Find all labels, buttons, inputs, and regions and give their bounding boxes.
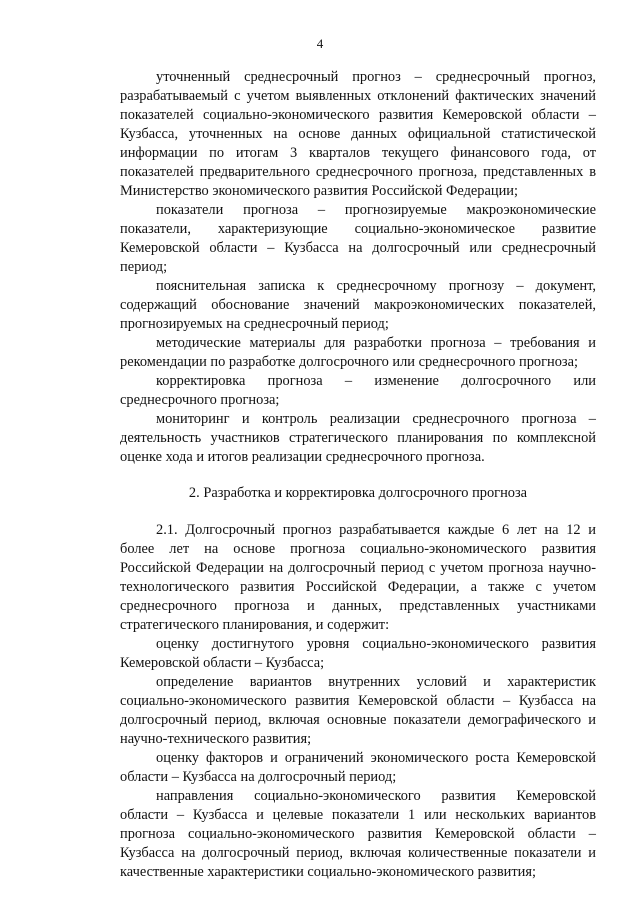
paragraph-assessment-level: оценку достигнутого уровня социально-экономического развития Кемеровской области – Кузбасса; [120,636,596,671]
paragraph-monitoring-control: мониторинг и контроль реализации среднесрочного прогноза – деятельность участников стратегического планирования по комплексной оценке хода и итогов реализации среднесрочного прогноза. [120,411,596,465]
paragraph-forecast-indicators: показатели прогноза – прогнозируемые макроэкономические показатели, характеризующие социально-экономическое развитие Кемеровской области – Кузбасса на долгосрочный или среднесрочный период; [120,202,596,275]
section-heading: 2. Разработка и корректировка долгосрочного прогноза [188,485,528,501]
document-body [120,68,596,882]
paragraph-2-1-long-term-forecast: 2.1. Долгосрочный прогноз разрабатывается каждые 6 лет на 12 и более лет на основе прогноза социально-экономического развития Российской Федерации на долгосрочный период с учетом прогноза научно-технологического развития Российской Федерации, а также с учетом среднесрочного прогноза и данных, представленных участниками стратегического планирования, и содержит: [120,522,596,633]
paragraph-methodical-materials: методические материалы для разработки прогноза – требования и рекомендации по разработке долгосрочного или среднесрочного прогноза; [120,335,596,370]
paragraph-forecast-adjustment: корректировка прогноза – изменение долгосрочного или среднесрочного прогноза; [120,373,596,408]
paragraph-development-directions: направления социально-экономического развития Кемеровской области – Кузбасса и целевые показатели 1 или нескольких вариантов прогноза социально-экономического развития Кемеровской области – Кузбасса на долгосрочный период, включая количественные показатели и качественные характеристики социально-экономического развития; [120,788,596,880]
paragraph-growth-factors: оценку факторов и ограничений экономического роста Кемеровской области – Кузбасса на долгосрочный период; [120,750,596,785]
paragraph-explanatory-note: пояснительная записка к среднесрочному прогнозу – документ, содержащий обоснование значений макроэкономических показателей, прогнозируемых на среднесрочный период; [120,278,596,332]
paragraph-variants-conditions: определение вариантов внутренних условий и характеристик социально-экономического развития Кемеровской области – Кузбасса на долгосрочный период, включая основные показатели демографического и научно-технического развития; [120,674,596,747]
page-number: 4 [316,36,324,51]
paragraph-refined-forecast: уточненный среднесрочный прогноз – среднесрочный прогноз, разрабатываемый с учетом выявленных отклонений фактических значений показателей социально-экономического развития Кемеровской области – Кузбасса, уточненных на основе данных официальной статистической информации по итогам 3 кварталов текущего финансового года, от показателей предварительного среднесрочного прогноза, представленных в Министерство экономического развития Российской Федерации; [120,69,596,199]
